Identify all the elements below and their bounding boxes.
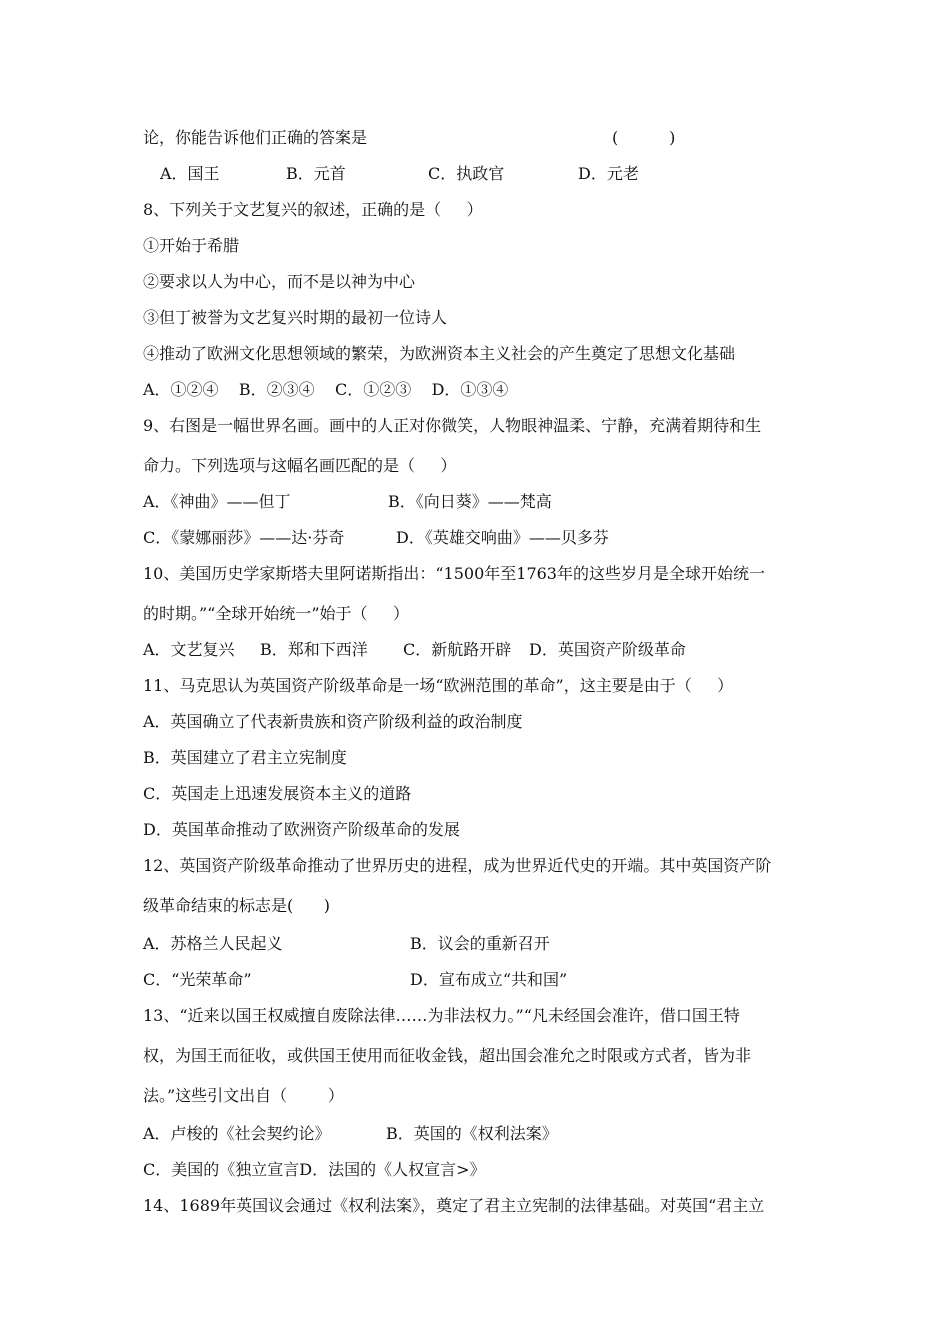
q13-stem-line-1: 13、“近来以国王权威擅自废除法律……为非法权力。”“凡未经国会准许，借口国王特 <box>143 1006 740 1025</box>
q12-option-c: C．“光荣革命” <box>143 970 252 989</box>
q7-answer-paren: ( ) <box>612 128 676 147</box>
q9-option-b: B．《向日葵》——梵高 <box>388 492 552 511</box>
q10-option-d: D．英国资产阶级革命 <box>529 640 686 659</box>
q9-option-a: A．《神曲》——但丁 <box>143 492 291 511</box>
q8-item-2: ②要求以人为中心，而不是以神为中心 <box>143 272 416 291</box>
q10-stem-line-2: 的时期。”“全球开始统一”始于（ ） <box>143 604 409 623</box>
q14-stem-line-1: 14、1689年英国议会通过《权利法案》，奠定了君主立宪制的法律基础。对英国“君主立 <box>143 1196 765 1215</box>
q9-stem-line-2: 命力。下列选项与这幅名画匹配的是（ ） <box>143 456 457 475</box>
q9-stem-line-1: 9、右图是一幅世界名画。画中的人正对你微笑，人物眼神温柔、宁静，充满着期待和生 <box>143 416 762 435</box>
q10-stem-line-1: 10、美国历史学家斯塔夫里阿诺斯指出：“1500年至1763年的这些岁月是全球开始统一 <box>143 564 765 583</box>
q11-option-b: B．英国建立了君主立宪制度 <box>143 748 347 767</box>
q9-option-d: D．《英雄交响曲》——贝多芬 <box>396 528 609 547</box>
q13-stem-line-2: 权，为国王而征收，或供国王使用而征收金钱，超出国会准允之时限或方式者，皆为非 <box>143 1046 752 1065</box>
q8-options: A．①②④ B．②③④ C．①②③ D．①③④ <box>143 380 509 399</box>
q12-option-d: D．宣布成立“共和国” <box>410 970 568 989</box>
q7-option-a: A．国王 <box>160 164 220 183</box>
q13-option-cd: C．美国的《独立宣言D．法国的《人权宣言>》 <box>143 1160 486 1179</box>
q13-stem-line-3: 法。”这些引文出自（ ） <box>143 1086 344 1105</box>
q13-option-b: B．英国的《权利法案》 <box>386 1124 558 1143</box>
q8-item-1: ①开始于希腊 <box>143 236 240 255</box>
q10-option-a: A．文艺复兴 <box>143 640 235 659</box>
q8-item-4: ④推动了欧洲文化思想领域的繁荣，为欧洲资本主义社会的产生奠定了思想文化基础 <box>143 344 736 363</box>
q8-stem: 8、下列关于文艺复兴的叙述，正确的是（ ） <box>143 200 483 219</box>
q10-option-c: C．新航路开辟 <box>403 640 512 659</box>
q11-option-a: A．英国确立了代表新贵族和资产阶级利益的政治制度 <box>143 712 523 731</box>
q11-stem: 11、马克思认为英国资产阶级革命是一场“欧洲范围的革命”，这主要是由于（ ） <box>143 676 734 695</box>
q11-option-c: C．英国走上迅速发展资本主义的道路 <box>143 784 412 803</box>
q12-stem-line-1: 12、英国资产阶级革命推动了世界历史的进程，成为世界近代史的开端。其中英国资产阶 <box>143 856 772 875</box>
q12-option-a: A．苏格兰人民起义 <box>143 934 283 953</box>
q9-option-c: C．《蒙娜丽莎》——达·芬奇 <box>143 528 345 547</box>
q10-option-b: B．郑和下西洋 <box>260 640 368 659</box>
q12-option-b: B．议会的重新召开 <box>410 934 550 953</box>
q13-option-a: A．卢梭的《社会契约论》 <box>143 1124 331 1143</box>
q7-option-b: B．元首 <box>286 164 346 183</box>
q8-item-3: ③但丁被誉为文艺复兴时期的最初一位诗人 <box>143 308 448 327</box>
q7-option-c: C．执政官 <box>428 164 505 183</box>
q11-option-d: D．英国革命推动了欧洲资产阶级革命的发展 <box>143 820 460 839</box>
q7-option-d: D．元老 <box>578 164 639 183</box>
q7-stem-continuation: 论，你能告诉他们正确的答案是 <box>143 128 368 147</box>
q12-stem-line-2: 级革命结束的标志是( ) <box>143 896 331 915</box>
